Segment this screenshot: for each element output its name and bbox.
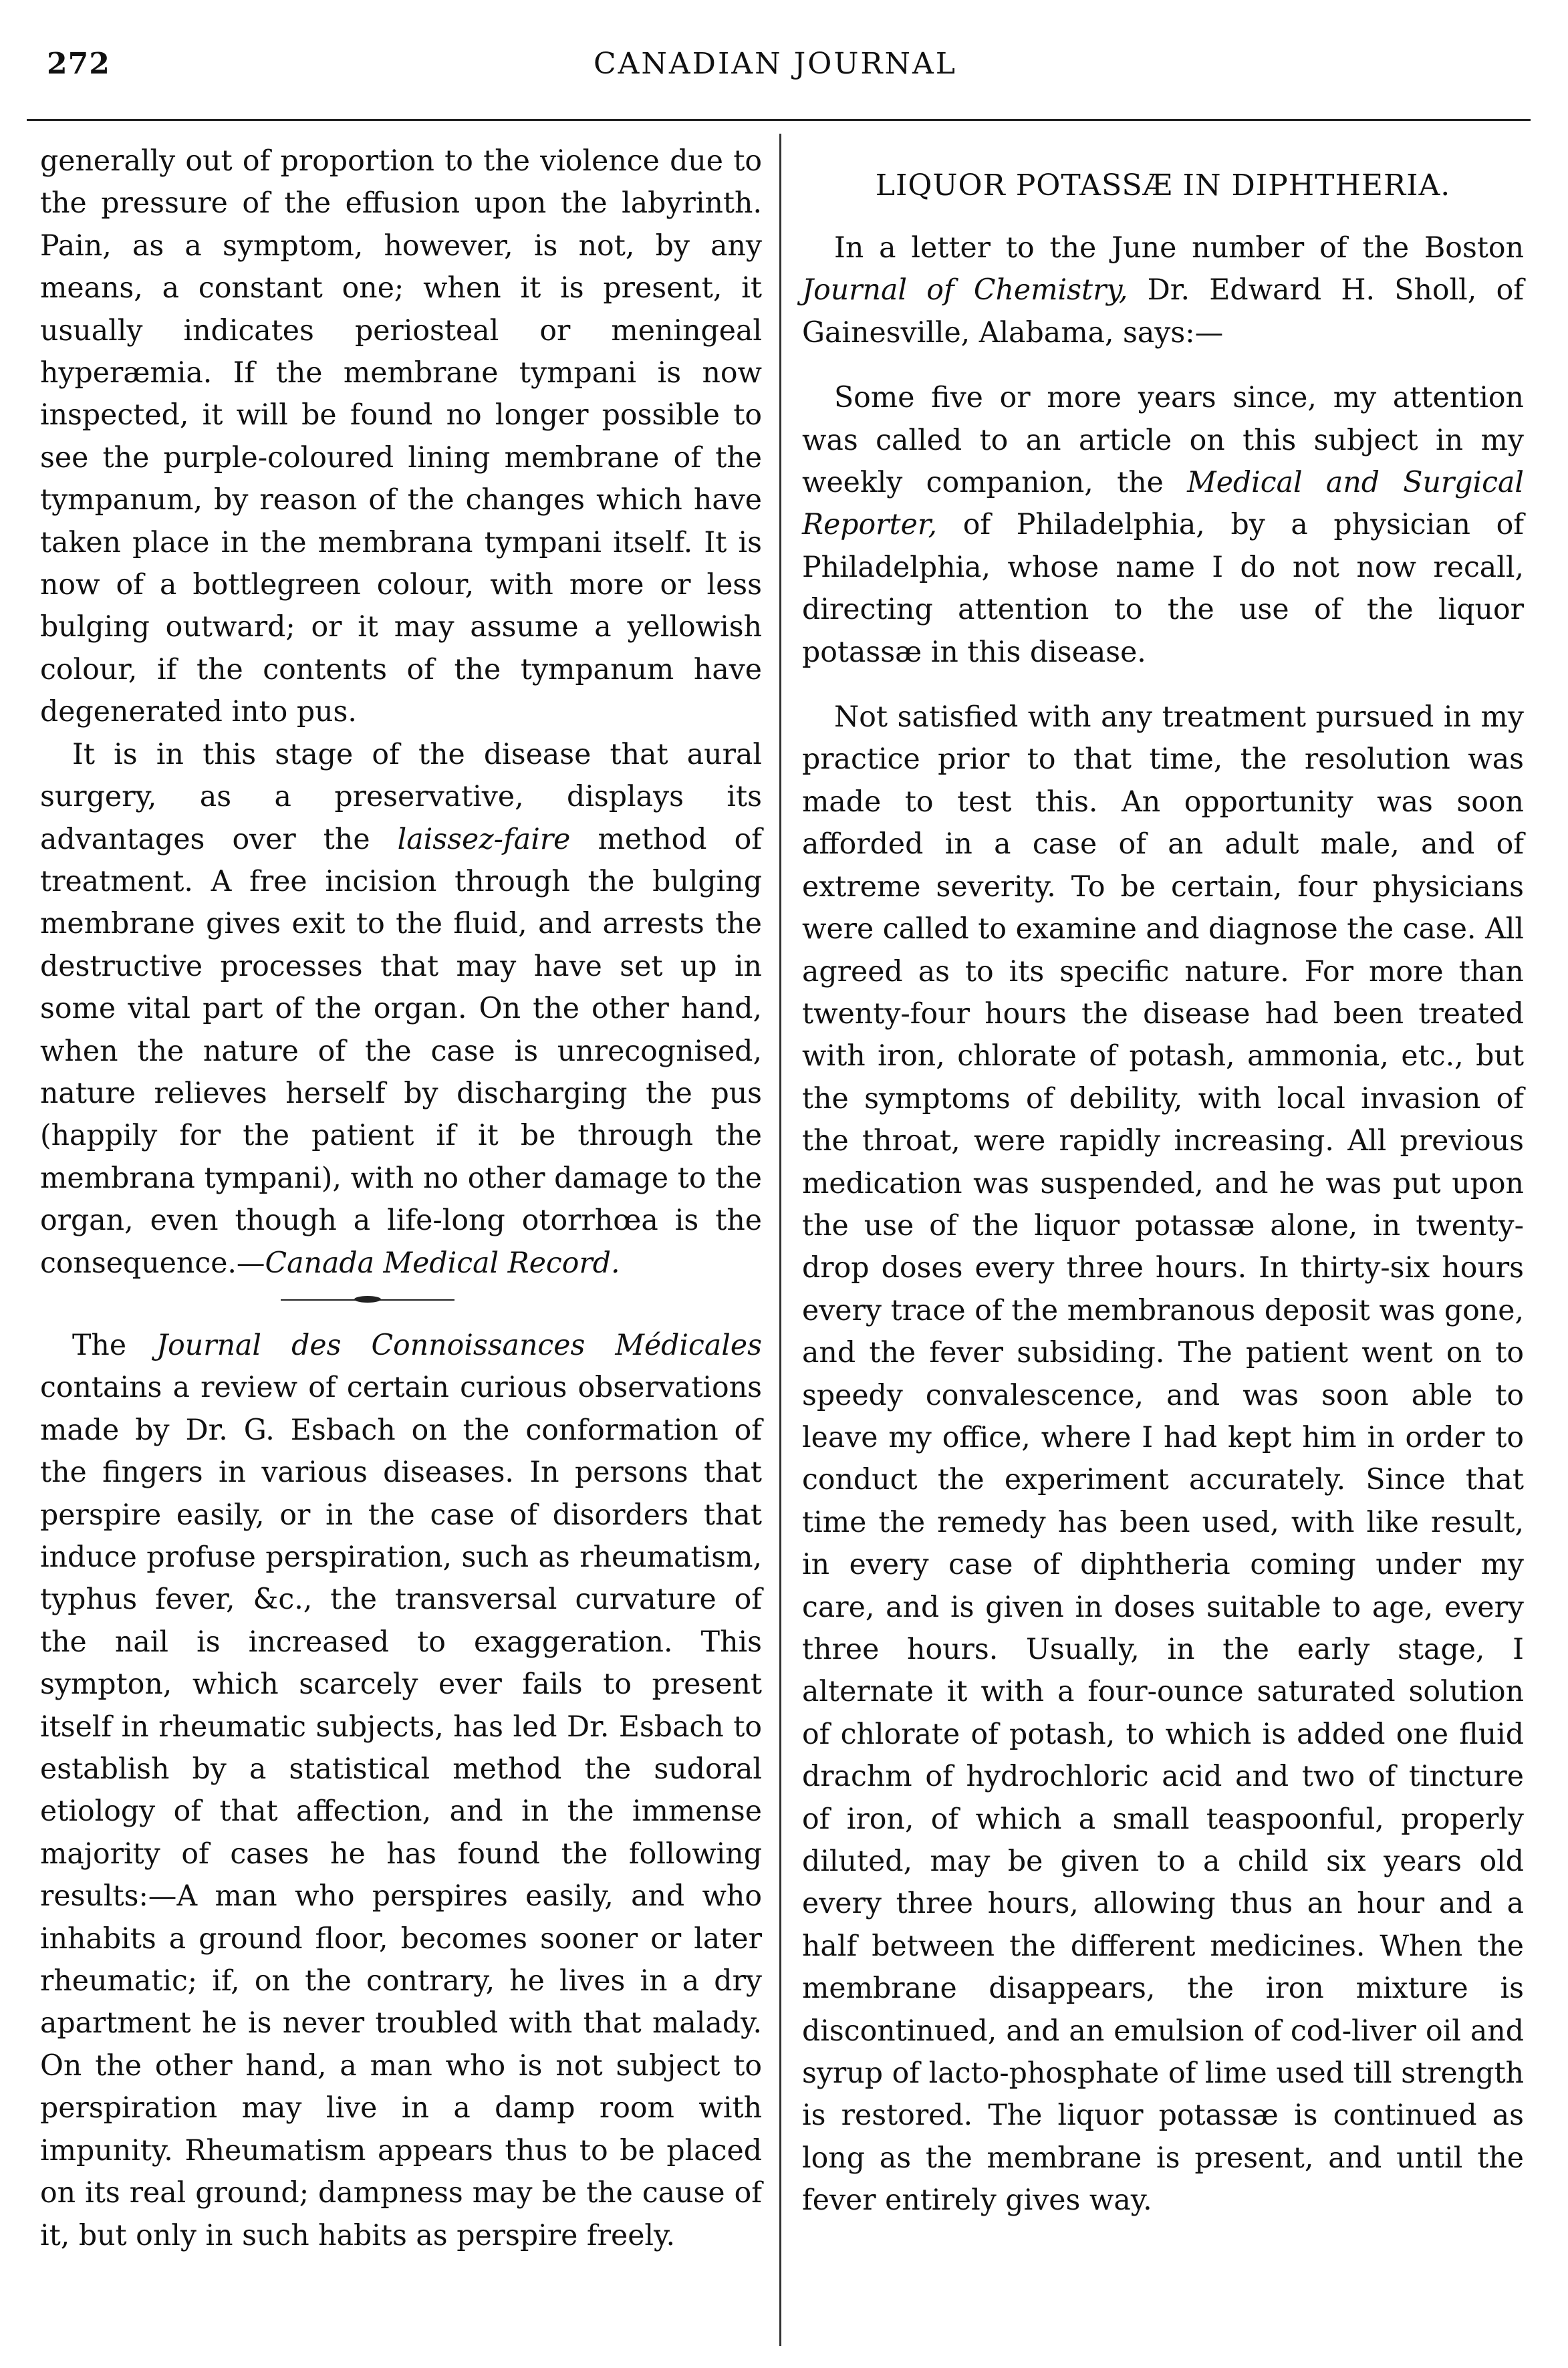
quoted-paragraph — [802, 377, 1524, 674]
section-separator — [40, 1285, 762, 1325]
column-divider — [779, 134, 781, 2346]
treatment-paragraph — [802, 696, 1524, 2222]
nail-curvature-text: The — [72, 1328, 157, 1362]
separator-ornament — [281, 1299, 454, 1301]
intro-text-b: Dr. Edward H. Sholl, of Gainesville, Alabama, says:— — [802, 273, 1525, 350]
nail-curvature-text-b: contains a review of certain curious observations made by Dr. G. Esbach on the conformation of the fingers in various diseases. In persons that perspire easily, or in the case of disorders that induce profuse perspiration, such as rheumatism, typhus fever, &c., the transversal curvature of the nail is increased to exaggeration. This sympton, which scarcely ever fails to present itself in rheumatic subjects, has led Dr. Esbach to establish by a statistical method the sudoral etiology of that affection, and in the immense majority of cases he has found the following results:—A man who perspires easily, and who inhabits a ground floor, becomes sooner or later rheumatic; if, on the contrary, he lives in a dry apartment he is never troubled with that malady. On the other hand, a man who is not subject to perspiration may live in a damp room with impunity. Rheumatism appears thus to be placed on its real ground; dampness may be the cause of it, but only in such habits as perspire freely. — [40, 1371, 762, 2252]
source-citation: Canada Medical Record. — [265, 1246, 620, 1280]
continued-paragraph-text: generally out of proportion to the violence due to the pressure of the effusion upon the labyrinth. Pain, as a symptom, however, is not, by any means, a constant one; when it is present, it usually indicates periosteal or meningeal hyperæmia. If the membrane tympani is now inspected, it will be found no longer possible to see the purple-coloured lining membrane of the tympanum, by reason of the changes which have taken place in the membrana tympani itself. It is now of a bottlegreen colour, with more or less bulging outward; or it may assume a yellowish colour, if the contents of the tympanum have degenerated into pus. — [40, 144, 762, 729]
article-heading: LIQUOR POTASSÆ IN DIPHTHERIA. — [875, 168, 1451, 203]
journal-title: CANADIAN JOURNAL — [593, 47, 958, 81]
nail-curvature-paragraph — [40, 1325, 762, 2257]
right-column — [802, 140, 1524, 2222]
paragraph-gap — [802, 354, 1524, 377]
reporter-italic: Medical and Surgical Reporter, — [802, 466, 1524, 542]
journal-of-chemistry-italic: Journal of Chemistry, — [802, 273, 1128, 307]
laissez-faire-italic: laissez-faire — [397, 822, 571, 856]
left-column — [40, 140, 762, 2257]
quoted-text: Some five or more years since, my attention was called to an article on this subject in my weekly companion, the — [802, 381, 1524, 500]
paragraph-gap — [802, 674, 1524, 696]
quoted-text-b: of Philadelphia, by a physician of Philadelphia, whose name I do not now recall, directing attention to the use of the liquor potassæ in this disease. — [802, 508, 1524, 669]
continued-paragraph — [40, 140, 762, 734]
journal-name-italic: Journal des Connoissances Médicales — [156, 1328, 762, 1362]
header-rule — [27, 119, 1531, 121]
running-head — [40, 47, 1511, 100]
aural-surgery-text-b: method of treatment. A free incision through the bulging membrane gives exit to the fluid, and arrests the destructive processes that may have set up in some vital part of the organ. On the other hand, when the nature of the case is unrecognised, nature relieves herself by discharging the pus (happily for the patient if it be through the membrana tympani), with no other damage to the organ, even though a life-long otorrhœa is the consequence.— — [40, 822, 762, 1280]
aural-surgery-paragraph — [40, 734, 762, 1285]
page-number: 272 — [47, 47, 110, 81]
aural-surgery-text: It is in this stage of the disease that aural surgery, as a preservative, displays its advantages over the — [40, 737, 762, 856]
treatment-text: Not satisfied with any treatment pursued in my practice prior to that time, the resolution was made to test this. An opportunity was soon afforded in a case of an adult male, and of extreme severity. To be certain, four physicians were called to examine and diagnose the case. All agreed as to its specific nature. For more than twenty-four hours the disease had been treated with iron, chlorate of potash, ammonia, etc., but the symptoms of debility, with local invasion of the throat, were rapidly increasing. All previous medication was suspended, and he was put upon the use of the liquor potassæ alone, in twenty-drop doses every three hours. In thirty-six hours every trace of the membranous deposit was gone, and the fever subsiding. The patient went on to speedy convalescence, and was soon able to leave my office, where I had kept him in order to conduct the experiment accurately. Since that time the remedy has been used, with like result, in every case of diphtheria coming under my care, and is given in doses suitable to age, every three hours. Usually, in the early stage, I alternate it with a four-ounce saturated solution of chlorate of potash, to which is added one fluid drachm of hydrochloric acid and two of tincture of iron, of which a small teaspoonful, properly diluted, may be given to a child six years old every three hours, allowing thus an hour and a half between the different medicines. When the membrane disappears, the iron mixture is discontinued, and an emulsion of cod-liver oil and syrup of lacto-phosphate of lime used till strength is restored. The liquor potassæ is continued as long as the membrane is present, and until the fever entirely gives way. — [802, 700, 1524, 2218]
intro-text: In a letter to the June number of the Boston — [834, 231, 1524, 265]
intro-paragraph — [802, 227, 1524, 354]
